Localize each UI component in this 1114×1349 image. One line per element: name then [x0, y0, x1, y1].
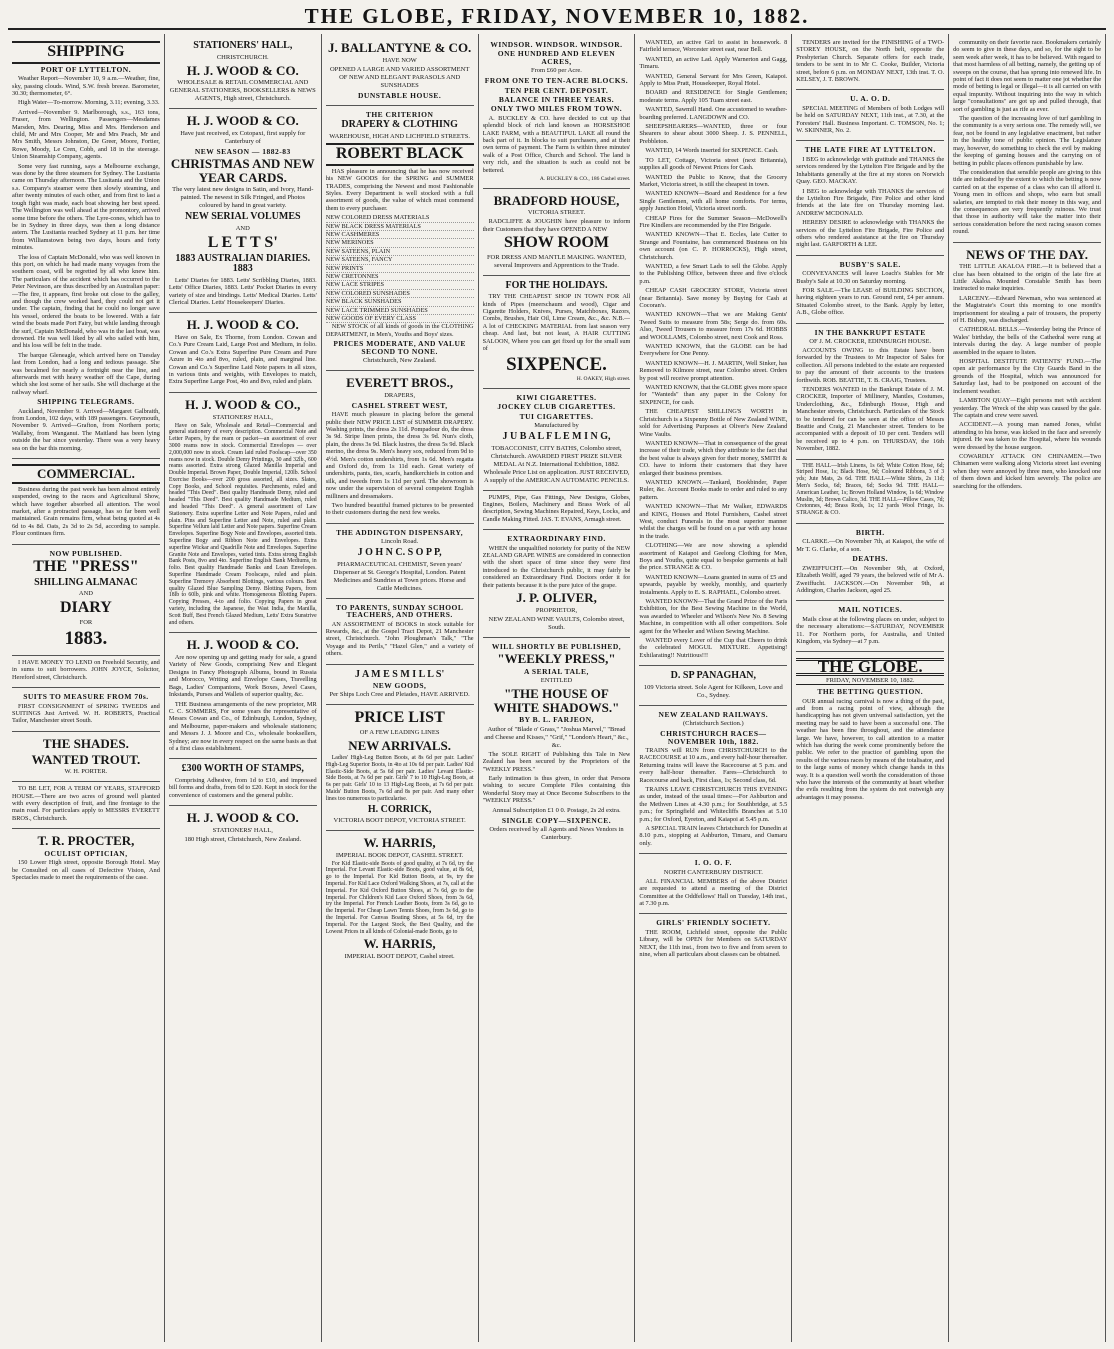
xmas-cards-ad	[169, 109, 317, 313]
oliver-heading: J. P. OLIVER,	[516, 590, 597, 606]
friendly-ad	[639, 914, 787, 964]
harris-text: For Kid Elastic-side Boots of good quality, at 7s 6d, try the Imperial. For Levant Elastic-side Boots, good value, at 8s 6d, go to the Imperial. For Kid Button Boots, at 9s, try the Imperial. For Kid Lace Oxford Walking Shoes, at 7s, call at the Imperial. For Kid Oxford Button Shoes, at 7s 6d, go to the Imperial. For Children's Kid Lace Oxford Shoes, from 3s 6d, try the Imperial. For French Leather Boots, from 3s 6d, go to the Imperial. For Cheap Lawn Tennis Shoes, from 3s 6d, go to the Imperial. For Canvas Boating Shoes, at 5s 6d, try the Imperial. For the Largest Stock, the Best Quality, and the Lowest Prices in all kinds of Colonial-made Boots, go to	[325, 860, 474, 935]
shipping-story: The barque Gleneagle, which arrived here on Tuesday last from London, had a long and tedious passage. She was becalmed for nearly a fortnight near the line, and afterwards met with heavy weather off the Cape, during which she lost some of her sails. She will discharge at the railway wharf.	[12, 351, 160, 396]
serial-and: AND	[235, 224, 250, 232]
sole-right-text: The SOLE RIGHT of Publishing this Tale in New Zealand has been secured by the Proprietors of the "WEEKLY PRESS."	[482, 750, 631, 773]
arrivals-report: Arrived—November 9. Marlborough, s.s., 163 tons, Fraser, from Wellington. Passengers—Mesdames Marsden, Mrs. Dearing, Miss and Mrs. Henderson and child, Mr and Mrs Cooper, Mr and Mrs Peach, Mr and Mrs Smith, Messrs Johnston, De Greer, Moore, Fortier, Rowe, Moody, Le Cren, Cobb, and 18 in the steerage. Union Steamship Company, agents.	[12, 108, 160, 161]
commercial-section	[12, 459, 160, 544]
dunstable-house: DUNSTABLE HOUSE.	[357, 90, 442, 100]
windsor-sub: BALANCE IN THREE YEARS.	[498, 95, 615, 105]
mail-text: Mails close at the following places on under, subject to the necessary alterations:—SATURDAY, NOVEMBER 11. For Northern ports, for Australia, and United Kingdom, via Sydney—at 7 p.m.	[796, 615, 945, 645]
column-4	[479, 34, 636, 1342]
stamps-ad	[169, 759, 317, 806]
press-year: 1883.	[64, 628, 108, 650]
to-let-ad	[12, 782, 160, 829]
weekly-press-heading: "WEEKLY PRESS,"	[497, 651, 616, 667]
list-item: NEW CASHMERES	[326, 231, 474, 239]
telegrams-text: Auckland, November 9. Arrived—Margaret Galbraith, from London, 102 days, with 189 passengers. Greymouth, November 9. Arrived—Grafton, from Northern ports; Wallaby, from Wanganui. The Maitland has been lying outside the bar since yesterday. There was a very heavy sea on the bar this morning.	[12, 407, 160, 452]
panaghan-ad	[639, 666, 787, 706]
corrick-text: VICTORIA BOOT DEPOT, VICTORIA STREET.	[333, 817, 466, 824]
jockey-heading: JOCKEY CLUB CIGARETTES.	[497, 402, 616, 412]
newspaper-page	[8, 34, 1106, 1342]
uaod-text: SPECIAL MEETING of Members of both Lodges will be held on SATURDAY NEXT, 11th inst., at 7.30, at the Foresters' Hall. Business Important. C. TOMSON, No. 1; W. SKINNER, No. 2.	[796, 104, 945, 135]
harris-sub: IMPERIAL BOOK DEPOT, CASHEL STREET.	[335, 851, 464, 859]
black-prices: PRICES MODERATE, AND VALUE SECOND TO NONE.	[333, 339, 466, 356]
manufactured-by: Manufactured by	[534, 422, 579, 430]
betting-text: OUR annual racing carnival is now a thing of the past, and from a racing point of view, although the handicapping has not given universal satisfaction, yet the meeting may be said to have been a successful one. The weather has been fine throughout, and the attendance large. We have, however, to call attention to a matter which has during the week come prominently before the public. We refer to the practice of gambling upon the results of the various races by means of the totalisator, and to the large sums of money which change hands in this way. It is a question well worth the consideration of those who have the interests of the community at heart whether the evils resulting from the system do not outweigh any advantages it may possess.	[796, 697, 945, 801]
list-item: NEW BLACK SUNSHADES	[326, 298, 474, 306]
stationers-hall-ad	[169, 36, 317, 109]
wood-heading: H. J. WOOD & CO.,	[185, 396, 301, 412]
fire-notice: I BEG to acknowledge with THANKS the services of the Lyttelton Fire Brigade, Fire Police and other kind friends at the late fire on Thursday morning last. ANDREW MCDONALD.	[796, 187, 945, 217]
betting-heading: THE BETTING QUESTION.	[817, 687, 924, 697]
shipping-story: Some very fast running, says a Melbourne exchange, was done by the three steamers for Sydney. The Lusitania came on Thursday afternoon. The Lusitania and the Union s.s. Company's steamer were then slowly steaming, and after twenty minutes of each other, and from first to last a tough fight was made, each boat showing her best speed. The Wellington was well ahead at the promontory, arrived some time before the others. The Lyre-cones, which has to be in Sydney in three days, was then a long distance astern. The Lusitania reached Sydney at 11 p.m. her time from Williamstown being two days, hours and forty minutes.	[12, 162, 160, 252]
news-item: ACCIDENT.—A young man named Jones, whilst attending to his horse, was kicked in the face and severely injured. He was taken to the Hospital, where his wounds were dressed by the house surgeon.	[953, 421, 1101, 451]
friendly-heading: GIRLS' FRIENDLY SOCIETY.	[656, 918, 771, 928]
arrivals-text: Ladies' High-Leg Button Boots, at 8s 6d per pair. Ladies' High-Leg Superior Boots, in 4to at 10s 6d per pair. Ladies' Kid Elastic-Side Boots, at 5s 6d per pair. Ladies' Levant Elastic-Side Boots, at 7s 6d per pair. Girls' 7 to 10 High-Leg Boots, at 6s per pair. Girls' 10 to 13 High-Leg Boots, at 7s 6d per pair. Maids' Button Boots, 7s 6d and 8s per pair. And many other lines too numerous to particularise.	[325, 754, 474, 802]
sixpence-foot: H. OAKEY, High street.	[576, 376, 631, 383]
xmas-text: The very latest new designs in Satin, and Ivory, Hand-painted. The newest in Silk Fringed, and Photos coloured by hand in great variety.	[172, 186, 314, 210]
wood-text: WHOLESALE & RETAIL COMMERCIAL AND GENERAL STATIONERS, BOOKSELLERS & NEWS AGENTS, High street, Christchurch.	[169, 79, 316, 103]
list-item: NEW PRINTS	[326, 265, 474, 273]
harris-heading: W. HARRIS,	[363, 936, 436, 952]
ioof-ad	[639, 854, 787, 914]
birth-deaths	[796, 524, 944, 601]
procter-text: 150 Lower High street, opposite Borough Hotel. May be Consulted on all cases of Defective Vision, And Spectacles made to meet the requirements of the case.	[12, 859, 160, 882]
telegrams-heading: SHIPPING TELEGRAMS.	[37, 397, 135, 407]
mail-heading: MAIL NOTICES.	[838, 605, 903, 615]
trout-heading: WANTED TROUT.	[31, 751, 141, 767]
column-7	[949, 34, 1106, 1342]
everett-heading: EVERETT BROS.,	[346, 375, 454, 391]
trout-text: W. H. PORTER.	[64, 768, 108, 776]
annual-subscription: Annual Subscription £1 0 0. Postage, 2s 2d extra.	[492, 806, 621, 814]
procter-ad	[12, 829, 160, 887]
price-list-sub: OF A FEW LEADING LINES	[359, 729, 440, 737]
weather-report: Weather Report—November 10, 9 a.m.—Weather, fine, sky, passing clouds. Wind, S.W. fresh breeze. Barometer, 30.30; thermometer, 6°.	[12, 75, 160, 98]
list-item: NEW LACE STRIPES	[326, 281, 474, 289]
bankrupt-ad	[796, 324, 944, 460]
tui-heading: TUI CIGARETTES.	[519, 411, 594, 421]
bankrupt-sub: OF J. M. CROCKER, EDINBURGH HOUSE.	[809, 338, 932, 345]
windsor-sub: From £60 per Acre.	[531, 67, 582, 75]
wood-text: Have just received, ex Cotopaxi, first supply for Canterbury of	[180, 129, 306, 145]
news-of-the-day	[953, 243, 1101, 496]
globe-heading: THE GLOBE.	[796, 658, 944, 675]
railways-ad	[639, 706, 787, 855]
classified-item: WANTED KNOWN.—Tankard, Bookbinder, Paper Ruler, &c. Account Books made to order and ruled to any pattern.	[639, 478, 788, 501]
classified-item: CHEAP CASH GROCERY STORE, Victoria street (near Britannia). Save money by Buying for Cash at Cocoran's.	[639, 287, 788, 309]
busby-heading: BUSBY'S SALE.	[839, 259, 901, 269]
ballantyne-heading: J. BALLANTYNE & CO.	[327, 40, 472, 55]
season-heading: NEW SEASON — 1882-83	[194, 146, 291, 156]
pumps-text: PUMPS, Pipe, Gas Fittings, New Designs, Globes, Engines, Boilers, Machinery and Brass Work of all description, Sewing Machines Repaired, Keys, Locks, and Candle Making Fitted. JAS. T. EVANS, Armagh street.	[482, 493, 631, 523]
editorial-text: The consideration that sensible people are giving to this tide are indicated by the extent to which the betting is now carried on at the expense of a class who can ill afford it. Young men in offices and shops, who earn but small salaries, are tempted to risk their money in this way, and the consequences are very frequently ruinous. We trust that those in authority will take the matter into their serious consideration before the next racing season comes round.	[953, 168, 1101, 236]
classified-item: WANTED KNOWN, that the GLOBE can be had Everywhere for One Penny.	[639, 343, 788, 358]
bradford-sub: VICTORIA STREET.	[527, 209, 586, 217]
press-subheading: SHILLING ALMANAC	[34, 576, 138, 588]
press-heading: THE "PRESS"	[33, 558, 139, 575]
pumps-ad	[483, 491, 631, 531]
ballantyne-text: OPENED A LARGE AND VARIED ASSORTMENT OF NEW AND ELEGANT PARASOLS AND SUNSHADES	[329, 65, 470, 89]
uaod-ad	[796, 90, 944, 141]
windsor-sub: TEN PER CENT. DEPOSIT.	[504, 85, 609, 95]
harris-heading: W. HARRIS,	[363, 835, 436, 850]
serial-tale: A SERIAL TALE,	[524, 666, 589, 676]
list-item: NEW MERINOES	[326, 239, 474, 247]
show-room-heading: SHOW ROOM	[503, 233, 610, 251]
suits-ad	[12, 688, 160, 732]
suits-heading: SUITS TO MEASURE FROM 70s.	[23, 692, 149, 702]
wood-footer-ad	[169, 806, 317, 849]
fire-heading: THE LATE FIRE AT LYTTELTON.	[804, 145, 936, 155]
races-heading: CHRISTCHURCH RACES—NOVEMBER 10th, 1882.	[660, 729, 767, 746]
list-item: NEW BLACK DRESS MATERIALS	[326, 223, 474, 231]
high-water: High Water—To-morrow. Morning, 3.11; evening, 3.33.	[18, 99, 160, 107]
subscribe-text: Early intimation is thus given, in order that Persons wishing to secure Complete Files containing this Wonderful Story may at Once Become Subscribers to the "WEEKLY PRESS."	[482, 775, 631, 805]
classified-item: WANTED KNOWN—That we are Making Gents' Tweed Suits to measure from 58s; Serge do. from 60s. Also, Tweed Trousers to measure from 17s 6d. HOBBS and WOOLLAMS, Colombo street, next Cook and Ross.	[639, 311, 788, 341]
procter-subheading: OCULIST OPTICIAN,	[44, 848, 128, 858]
wanted-ads	[639, 36, 787, 666]
letts-heading: L E T T S'	[207, 233, 278, 251]
everett-text: HAVE much pleasure in placing before the general public their NEW PRICE LIST of SUMMER DRAPERY. Washing prints, the dress 2s 11d. Pompadour do, the dress 3s 9d. Stripe linen prints, the dress 3s 9d. Nun's cloth, plain, the dress 3s 9d. Black lustres, the dress 5s 9d. Black merino, the dress 9s. Men's heavy sox, reduced from 9d to 4½d. Men's cotton undershirts, from 1s 6d. Men's regatta and Oxford do, from 1s 11d each. Great variety of undershirts, pants, ties, scarfs, handkerchiefs in cotton and silk, and tweeds from 1s 11d per yard. The showroom is now under the supervision of several competent English milliners and dressmakers.	[325, 411, 474, 500]
ioof-sub: NORTH CANTERBURY DISTRICT.	[663, 868, 763, 876]
column-1	[8, 34, 165, 1342]
hall-list: THE HALL—Irish Linens, 1s 6d; White Cotton Hose, 6d; Striped Hose, 1s; Black Hose, 9d; Coloured Ribbons, 3 of 3 yds; Jute Mats, 2s 6d. THE HALL—White Shirts, 2s 11d; Men's Socks, 6d; Braces, 6d; Socks 9d. THE HALL—American Leather, 1s; Brown Holland Window, 1s 6d; Window Muslin, 3d; Brown Calico, 3d. THE HALL—Pillow Cases, 7d; Cretonnes, 4d; Brass Rods, 1s; 12 yards Wool Fringe, 1s. STRANGE & CO.	[796, 462, 945, 517]
windsor-sub: ONLY TWO MILES FROM TOWN.	[490, 104, 623, 114]
wood-heading: H. J. WOOD & CO.	[186, 62, 299, 78]
classified-item: WANTED, an active Lad. Apply Warnerton and Gagg, Timaru.	[639, 55, 788, 71]
list-item: NEW CRETONNES	[326, 273, 474, 281]
procter-heading: T. R. PROCTER,	[37, 833, 135, 849]
wood-heading: H. J. WOOD & CO.	[186, 637, 299, 653]
classified-item: WANTED KNOWN—That E. Eccles, late Cutter to Strange and Fountaine, has commenced Business on his own account (on C. P. HORROCKS), High street, Christchurch.	[639, 231, 788, 261]
single-copy: SINGLE COPY—SIXPENCE.	[501, 815, 612, 825]
birth-heading: BIRTH.	[855, 528, 885, 538]
kiwi-heading: KIWI CIGARETTES.	[516, 392, 597, 402]
stationers-heading: STATIONERS' HALL,	[193, 40, 293, 51]
sopp-text: PHARMACEUTICAL CHEMIST, Seven years' Dispenser at St. George's Hospital, London. Patent Medicines and Sundries at Town prices. Horse and Cattle Medicines.	[333, 560, 466, 592]
news-item: LAMBTON QUAY—Eight persons met with accident yesterday. The Wreck of the ship was caused by the gale. The captain and crew were saved.	[953, 397, 1101, 419]
extraordinary-text: WHEN the unqualified notoriety for purity of the NEW ZEALAND GRAPE WINES are considered in connection with the short space of time since they were first introduced to the Christchurch public, it may fairly be considered an Extraordinary Find. Doctors order it for their patients because it is the pure juice of the grape.	[482, 544, 631, 589]
black-goods-list	[326, 214, 474, 323]
business-text: THE Business arrangements of the new proprietor, MR C. C. SOMMERS, For some years the representative of Messrs Cowan and Co., of Edinburgh, London, Sydney, and Melbourne, paper-makers and wholesale stationers; and Messrs J. J. Moore and Co., wholesale booksellers, Sydney; are now in every respect on the same basis as that of a first class establishment.	[168, 700, 317, 752]
show-room-text: FOR DRESS AND MANTLE MAKING. WANTED, several Improvers and Apprentices to the Trade.	[486, 253, 627, 269]
shipping-section	[12, 36, 160, 459]
stationers-sub: CHRISTCHURCH.	[216, 53, 269, 61]
hall-ad	[796, 460, 944, 524]
list-item: NEW COLORED SUNSHADES	[326, 290, 474, 298]
list-item: NEW COLORED DRESS MATERIALS	[326, 214, 474, 222]
black-heading: ROBERT BLACK	[326, 143, 474, 166]
paper-ad	[169, 313, 317, 392]
classified-item: WANTED, a few Smart Lads to sell the Globe. Apply to the Publishing Office, between three and five o'clock p.m.	[639, 262, 788, 285]
everett-text: Two hundred beautiful framed pictures to be presented to their customers during the next few weeks.	[325, 502, 474, 517]
busby-ad	[796, 256, 944, 324]
mills-sub: NEW GOODS,	[372, 681, 427, 691]
corrick-ad	[326, 705, 474, 831]
tenders-ad	[796, 36, 944, 90]
farjeon-text: Author of "Blade o' Grass," "Joshua Marvel," "Bread and Cheese and Kisses," "Grif," "London's Heart," &c., &c.	[484, 725, 629, 749]
news-item: HOSPITAL DESTITUTE PATIENTS' FUND.—The open air performance by the City Guards Band in the grounds of the Hospital, which was announced for Saturday last, had to be postponed on account of the inclement weather.	[953, 358, 1101, 395]
classified-item: CLOTHING—We are now showing a splendid assortment of Kaiapoi and Geelong Clothing for Men, Boys and Youths, quite equal to bespoke garments at half the price. STRANGE & CO.	[639, 542, 788, 572]
wood-heading: H. J. WOOD & CO.	[186, 317, 299, 333]
wood-address: 180 High street, Christchurch, New Zealand.	[184, 835, 302, 843]
editorial	[796, 652, 944, 807]
serial-heading: NEW SERIAL VOLUMES	[184, 211, 301, 223]
windsor-sub: ONE HUNDRED AND ELEVEN ACRES,	[497, 49, 616, 66]
classified-item: SHEEPSHEARERS—WANTED, three or four Shearers to shear about 3000 Sheep. J. S. PENNELL, Prebbleton.	[639, 123, 788, 145]
classified-item: WANTED, Sawmill Hand. One accustomed to weather-boarding preferred. LANGDOWN and CO.	[639, 106, 788, 121]
cigarettes-ad	[483, 389, 631, 491]
orders-text: Orders received by all Agents and News Vendors in Canterbury.	[489, 826, 624, 842]
oliver-text: NEW ZEALAND WINE VAULTS, Colombo street, South.	[488, 615, 625, 631]
tenders-text: TENDERS WANTED in the Bankrupt Estate of J. M. CROCKER, Importer of Millinery, Mantles, Costumes, Underclothing, &c., Edinburgh House, High and Manchester streets, Christchurch. Particulars of the Stock to be tendered for can be seen at the office of Messrs Beattie and Craig, 21 Manchester street. Tenders to be accompanied with a deposit of 10 per cent. Tenders will be received up to 4 p.m. on THURSDAY, the 16th November, 1882.	[796, 386, 945, 453]
mills-text: Per Ships Loch Cree and Pleiades, HAVE ARRIVED.	[329, 691, 470, 699]
dispensary-heading: THE ADDINGTON DISPENSARY,	[336, 527, 464, 537]
classified-item: THE CHEAPEST SHILLING'S WORTH in Christchurch is a Sixpenny Bottle of New Zealand WINE, sold for Advertising Purposes at Oliver's New Zealand Wine Vaults.	[639, 408, 788, 438]
entitled: ENTITLED	[540, 677, 573, 685]
classified-item: WANTED, 14 Words inserted for SIXPENCE. Cash.	[645, 147, 779, 155]
shades-heading: THE SHADES.	[42, 735, 129, 751]
list-item: NEW SATEENS, PLAIN	[326, 248, 474, 256]
white-shadows-heading: "THE HOUSE OF WHITE SHADOWS."	[493, 686, 620, 715]
deaths-text: ZWEIFFUCHT.—On November 9th, at Oxford, Elizabeth Wolff, aged 79 years, the beloved wife of Mr A. Zweiffucht. JACKSON.—On November 9th, at Addington, Charles Jackson, aged 25.	[796, 564, 945, 594]
classified-item: WANTED KNOWN—Loans granted in sums of £5 and upwards, payable by weekly, monthly, and quarterly instalments. Apply to E. S. RAPHAEL, Colombo street.	[639, 573, 788, 596]
holidays-ad	[483, 276, 631, 389]
busby-text: CONVEYANCES will leave Loach's Stables for Mr Busby's Sale at 10.30 on Saturday morning.	[796, 270, 945, 285]
editorial-text: The question of the increasing love of turf gambling in the community is a very serious one. The remedy will, we fear, not be found in any legislative enactment, but rather in the healthy tone of public opinion. The Legislature may, however, do something to check the evil by making the keeping of gaming houses and the carrying on of betting in public places offences punishable by law.	[953, 115, 1101, 167]
sunday-text: AN ASSORTMENT of BOOKS in stock suitable for Rewards, &c., at the Gospel Tract Depot, 21 Manchester street, Christchurch. "John Ploughman's Talk," "The Voyage and its Perils," "Hazel Glen," and a variety of others.	[325, 620, 474, 658]
everett-address: CASHEL STREET WEST,	[351, 400, 448, 410]
wood-sub: STATIONERS' HALL,	[212, 826, 273, 834]
weekly-press-ad	[483, 638, 631, 847]
commercial-text: Business during the past week has been almost entirely suspended, owing to the races and Agricultural Show, which have together absorbed all attention. The wool market, after a protracted passage, has so far been well maintained. Grain remains firm, wheat being quoted at 4s 6d to 4s 8d. Oats, 2s 3d to 2s 5d, according to sample. Flour continues firm.	[12, 485, 160, 538]
news-item: COWARDLY ATTACK ON CHINAMEN.—Two Chinamen were walking along Victoria street last evening when they were annoyed by three men, who knocked one of them down and kicked him severely. The police are searching for the offenders.	[953, 452, 1101, 490]
xmas-heading: CHRISTMAS AND NEW YEAR CARDS.	[170, 156, 315, 185]
special-train-text: A SPECIAL TRAIN leaves Christchurch for Dunedin at 8.10 p.m., stopping at Ashburton, Timaru, and Oamaru only.	[639, 825, 788, 847]
panaghan-text: 109 Victoria street. Sole Agent for Kilkeen, Love and Co., Sydney.	[643, 683, 783, 699]
black-text: HAS pleasure in announcing that he has now received his NEW GOODS for the SPRING and SUMMER TRADES, comprising the Newest and most Fashionable Styles. Every Department is well stocked with a full assortment of goods, the value of which must commend them to every purchaser.	[325, 167, 474, 212]
wood-text: Are now opening up and getting ready for sale, a grand Variety of New Goods, comprising New and Elegant Designs in Fancy Photograph Albums, bound in Russia and Morocco, Writing and Envelope Cases, Travelling Bags, Ladies' Companions, Work Boxes, Jewel Cases, Inkstands, Purses and Wallets of superior quality, &c.	[168, 654, 317, 699]
fire-notices	[796, 141, 944, 255]
wood-heading: H. J. WOOD & CO.	[186, 113, 299, 129]
shipping-heading: SHIPPING	[12, 41, 160, 64]
news-item: THE LITTLE AKALOA FIRE.—It is believed that a clue has been obtained to the origin of the late fire at Little Akaloa. Mounted Constable Smith has been instructed to make inquiries.	[953, 263, 1101, 293]
classified-item: WANTED, General Servant for Mrs Green, Kaiapoi. Apply to Miss Pratt, Housekeeper, Royal Hotel.	[639, 72, 788, 88]
classified-item: WANTED KNOWN—H. J. MARTIN, Well Sinker, has Removed to Kilmore street, near Colombo street. Orders by post will receive prompt attention.	[639, 359, 788, 382]
panaghan-heading: D. SP PANAGHAN,	[670, 670, 757, 682]
price-list-heading: PRICE LIST	[354, 709, 445, 727]
uaod-heading: U. A. O. D.	[850, 94, 891, 104]
to-let-text: TO BE LET, FOR A TERM OF YEARS, STAFFORD HOUSE.—There are two acres of ground well planted with every description of fruit, and fine frontage to the main road. For particulars apply to MESSRS EVERETT BROS., Christchurch.	[12, 785, 160, 822]
harris-ad	[326, 831, 474, 966]
windsor-ad	[483, 36, 631, 189]
windsor-heading: WINDSOR. WINDSOR. WINDSOR.	[490, 40, 623, 49]
classified-item: WANTED KNOWN, that the GLOBE gives more space for "Wanteds" than any paper in the Colony for SIXPENCE, for cash.	[639, 384, 788, 406]
fleming-text: TOBACCONIST, CITY BATHS, Colombo street, Christchurch. AWARDED FIRST PRIZE SILVER MEDAL At N.Z. International Exhibition, 1882. Wholesale Price List on application. JUST RECEIVED, A supply of the AMERICAN AUTOMATIC PENCILS.	[483, 444, 630, 484]
press-almanac-ad	[12, 545, 160, 656]
sale-text: FOR SALE.—The LEASE of BUILDING SECTION, having eighteen years to run. Ground rent, £4 per annum. Situated Colombo street, to the Bank. Apply by letter, A.B., Globe office.	[796, 286, 945, 317]
column-3	[322, 34, 479, 1342]
mills-heading: J A M E S M I L L S'	[355, 668, 445, 680]
extraordinary-ad	[483, 530, 631, 637]
bankrupt-heading: IN THE BANKRUPT ESTATE	[814, 327, 926, 337]
mail-notices	[796, 601, 944, 652]
bradford-heading: BRADFORD HOUSE,	[493, 192, 620, 208]
deaths-heading: DEATHS.	[852, 554, 889, 564]
dispensary-sub: Lincoln Road.	[381, 538, 419, 546]
arrivals-heading: NEW ARRIVALS.	[348, 738, 452, 754]
list-item: NEW GOODS OF EVERY CLASS	[326, 315, 474, 323]
stamps-text: Comprising Adhesive, from 1d to £10, and impressed bill forms and drafts, from 6d to £20. Kept in stock for the convenience of customers and the general public.	[168, 776, 317, 799]
railways-heading: NEW ZEALAND RAILWAYS.	[658, 709, 769, 719]
masthead-title: THE GLOBE, FRIDAY, NOVEMBER 10, 1882.	[304, 3, 810, 28]
ioof-heading: I. O. O. F.	[694, 858, 732, 868]
sixpence-heading: SIXPENCE.	[506, 353, 607, 375]
everett-sub: DRAPERS,	[384, 391, 416, 399]
windsor-sub: FROM ONE TO TEN-ACRE BLOCKS.	[484, 76, 629, 86]
diaries-heading: 1883 AUSTRALIAN DIARIES. 1883	[175, 252, 311, 275]
money-text: I HAVE MONEY TO LEND on Freehold Security, and in sums to suit borrowers. JOHN JOYCE, Solicitor, Hereford street, Christchurch.	[12, 659, 160, 681]
criterion-heading: THE CRITERION	[365, 110, 434, 120]
dispensary-ad	[326, 524, 474, 599]
stamps-heading: £300 WORTH OF STAMPS,	[181, 763, 304, 775]
new-goods-ad	[169, 633, 317, 759]
windsor-text: A. BUCKLEY & CO. have decided to cut up that splendid block of rich land known as HORSESHOE LAKE FARM, with a BEAUTIFUL LAKE all round the back part of it. In blocks to suit purchasers, and at their own terms of payment. The Farm is within three minutes' walk of a Post Office, Church and School. The land is very rich, and the situation is such as could not be bettered.	[482, 114, 631, 174]
masthead	[8, 4, 1106, 30]
ioof-text: ALL FINANCIAL MEMBERS of the above District are requested to attend a meeting of the District Committee at the Oddfellows' Hall on Tuesday, 14th inst., at 7.30 p.m.	[639, 877, 788, 907]
sunday-school-ad	[326, 599, 474, 665]
holidays-text: TRY THE CHEAPEST SHOP IN TOWN FOR All kinds of Pipes (meerschaum and wood), Cigar and Cigarette Holders, Knives, Purses, Matchboxes, Razors, Combs, Brushes, Hair Oil, Lime Cream, &c., &c. N.B.—A lot of CHECKING MATERIAL from last season very cheap. And last, but not least, A HAIR CUTTING SALOON, Where you can get fixed up for the small sum of	[482, 293, 631, 353]
press-diary: DIARY	[59, 599, 112, 617]
sunday-heading: TO PARENTS, SUNDAY SCHOOL TEACHERS, AND OTHERS.	[335, 602, 464, 620]
diaries-list: Letts' Diaries for 1883. Letts' Scribbling Diaries, 1883. Letts' Office Diaries, 1883. Letts' Pocket Diaries in every variety of size and bindings. Letts' Medical Diaries. Letts' Clerical Diaries. Letts' Housekeepers' Diaries.	[168, 276, 317, 306]
list-item: NEW SATEENS, FANCY	[326, 256, 474, 264]
shipping-story: The loss of Captain McDonald, who was well known in this port, on which he had made many voyages from the southern coast, will be regretted by all who knew him. The particulars of the accident which has occurred to the Peter Nevinson, are thus described by an Australian paper:—The fire, it appears, first broke out close to the galley, and though the crew worked hard, they could not get it under. The captain, finding that he could no longer save his vessel, ordered the boats to be lowered. With a fair wind the boats made Port Fairy, but while landing through the surf, Captain McDonald, who was in the last boat, was drowned. He was well liked by all who sailed with him, and his loss will be felt in the trade.	[12, 253, 160, 350]
classified-item: WANTED KNOWN—That in consequence of the great increase of their trade, which they attribute to the fact that the best value is always given for their money, SMITH & CO. have to inform their customers that they have enlarged their business premises.	[639, 439, 788, 477]
warehouse-text: WAREHOUSE, HIGH AND LICHFIELD STREETS.	[329, 132, 471, 140]
editorial-text: community on their favorite race. Bookmakers certainly do seem to give in these days, and so, for the sight to be seen week after week, it has to be believed. With regard to that most harmless of all betting, namely, the getting up of sweeps on the course, that has sprung into renewed life. In point of fact it does not seem to matter one jot whether the mode of betting is legal or illegal—it is all carried on with equal impunity. Without inquiring into the way in which large "consultations" are got up and pulled through, that sort of gambling is just as rife as ever.	[953, 39, 1101, 113]
money-ad	[12, 656, 160, 688]
tenders-text: TENDERS are invited for the FINISHING of a TWO-STOREY HOUSE, on the North belt, opposite the Presbyterian Church. Separate offers for each trade, tenders to be sent in to Mr C. Cooke, Builder, Victoria street, before 6 p.m. on MONDAY NEXT, 13th inst. T. O. KELSEY, J. T. BROWN.	[796, 39, 945, 84]
commercial-heading: COMMERCIAL.	[12, 464, 160, 484]
harris-sub: IMPERIAL BOOT DEPOT, Cashel street.	[344, 953, 455, 961]
wood-text: Have on Sale, Wholesale and Retail—Commercial and general stationery of every description. Commercial Note and Letter Papers, by the ream or packet—an assortment of over 3000 reams now in stock. Commercial Envelopes — over 2,000,000 now in stock. Cream laid ruled Foolscap—over 350 reams now in stock. Double Demy Printings, 30 and 32lb., 600 reams assorted. Extra strong Glazed Manilla Imperial and Double Imperial. Brown Paper, Double Imperial, 120lb. School Exercise Books—over 200 gross assorted, all sizes. Slates, Copy Books, and School requisites. Parchments, ruled and headed "This Deed". Best quality Handmade Demy, ruled and headed "This Deed". Best quality Handmade Medium, ruled and headed "This Deed". A general assortment of Law Stationery. Extra superfine Letter and Note Papers, ruled and plain. Pins and Superfine Letter and Note, ruled and plain. Superfine Vellum laid Letter and Note papers. Superfine Cream Envelopes. Superfine Bogy Note and Envelopes, assorted tints. Superfine Bogy and Ribbon Note and Envelopes. Extra superfine Wickar and Quadrille Note and Envelopes. Superfine Granite Note and Envelopes, varied tints. Extra strong English Bank Posts, 8vo and 4to. Superfine English Bank Mediums, in folio. Best quality Handmade Banks and Loan Envelopes. Superfine Handmade Cream Foolscaps, ruled and plain. Superfine Tremovy Absorbent Blottings, various colours. Best quality Glazed Blue Sampling Demy. Blotting Papers, from 18lb to 60lb, pink and white. Homogeneous Blotting Papers. Copying Presses, 4-to and folio. Copying Papers in great variety, including the Japanese, the Wast India, the Manilla, Scott Buff, Best French Glazed Medium, Letts' Extra Sunstrive and others.	[168, 422, 317, 626]
column-5	[635, 34, 792, 1342]
classified-item: WANTED the Public to Know, that the Grocery Market, Victoria street, is still the cheapest in town.	[639, 173, 788, 188]
ballantyne-sub: HAVE NOW	[382, 56, 417, 64]
fleming-heading: J U B A L F L E M I N G,	[502, 431, 611, 443]
classified-item: WANTED every Lover of the Cup that Cheers to drink the celebrated MOGUL MIXTURE. Appetising! Exhilarating!! Nutritious!!!	[639, 637, 788, 659]
everett-ad	[326, 371, 474, 524]
press-and: AND	[78, 590, 93, 598]
classified-item: WANTED KNOWN—That the Grand Prize of the Paris Exhibition, for the Best Sewing Machine in the World, was awarded to Wheeler and Wilson's New No. 8 Sewing Machine, in competition with all other competitors. Sole agent for the Wheeler and Wilson Sewing Machine.	[639, 598, 788, 635]
column-6	[792, 34, 949, 1342]
news-item: CATHEDRAL BELLS.—Yesterday being the Prince of Wales' birthday, the bells of the Cathedral were rung at intervals during the day. A large number of people assembled in the square to listen.	[953, 326, 1101, 356]
holidays-heading: FOR THE HOLIDAYS.	[505, 279, 608, 291]
bradford-text: RADCLIFFE & JOUGHIN have pleasure to inform their Customers that they have OPENED A NEW	[482, 218, 631, 233]
now-published: NOW PUBLISHED.	[49, 548, 123, 558]
trains-text: TRAINS LEAVE CHRISTCHURCH THIS EVENING as under, instead of the usual times:—For Ashburton and the Methven Lines at 4.30 p.m.; for Southbridge, at 5.5 p.m.; for Springfield and Whitecliffs Branches at 5.10 p.m.; for Oxford, Eyreton, and Kaiapoi at 5.45 p.m.	[639, 786, 788, 823]
races-text: TRAINS will RUN from CHRISTCHURCH to the RACECOURSE at 10 a.m., and every half-hour thereafter. Returning trains will leave the Racecourse at 5 p.m. and every half-hour thereafter. Fares—Christchurch to Racecourse and back, First class, 1s; Second class, 6d.	[639, 747, 788, 784]
globe-dateline: FRIDAY, NOVEMBER 10, 1882.	[796, 677, 944, 685]
classified-item: CHEAP Fires for the Summer Season—McDowell's Fire Kindlers are recommended by the Fire Brigade.	[639, 214, 788, 229]
classified-item: WANTED, an active Girl to assist in housework. 8 Fairfield terrace, Worcester street east, near Bell.	[639, 39, 788, 54]
bradford-ad	[483, 189, 631, 276]
classified-item: WANTED KNOWN—Board and Residence for a few Single Gentlemen, with all home comforts. For terms, apply Junction Hotel, Victoria street north.	[639, 190, 788, 213]
oliver-sub: PROPRIETOR,	[535, 606, 578, 614]
shades-ad	[12, 732, 160, 782]
sopp-heading: J O H N C. S O P P,	[357, 547, 442, 559]
extraordinary-heading: EXTRAORDINARY FIND.	[507, 534, 606, 544]
ballantyne-ad	[326, 36, 474, 106]
windsor-foot: A. BUCKLEY & CO., 186 Cashel street.	[539, 176, 631, 183]
wood-text: Have on Sale, Ex Thorne, from London. Cowan and Co.'s Pure Cream Laid, Large Post and Medium, in folio. Cowan and Co.'s Extra Superfine Pure Cream and Pure Azure in 4to and 8vo, ruled, plain, and marginal line. Cowan and Co.'s Superfine Laid Note papers in all sizes, in various tints and weights, with Envelopes to match, Extra Superfine Large Post, 4to and 8vo, ruled and plain.	[168, 334, 317, 386]
column-2	[165, 34, 322, 1342]
editorial-continued	[953, 36, 1101, 243]
news-heading: NEWS OF THE DAY.	[966, 246, 1088, 262]
stationery-list-ad	[169, 393, 317, 634]
news-item: LARCENY.—Edward Newman, who was sentenced at the Magistrate's Court this morning to one month's imprisonment for stealing a pair of trousers, the property of H. Bishop, was discharged.	[953, 294, 1101, 325]
bankrupt-text: ACCOUNTS OWING to this Estate have been forwarded by the Trustees to Mr Inspector of Sales for collection. All persons indebted to the estate are requested to pay the amount of their accounts to the trustees forthwith. ROB. BEATTIE, T. B. CRAIG, Trustees.	[796, 347, 945, 384]
will-shortly: WILL SHORTLY BE PUBLISHED,	[491, 641, 622, 651]
list-item: NEW LACE TRIMMED SUNSHADES	[326, 307, 474, 315]
fire-notice: I BEG to acknowledge with gratitude and THANKS the services rendered by the Lyttelton Fire Brigade and by the Inhabitants generally at the fire at my stores on Norwich Quay. GEO. MACKAY.	[796, 155, 945, 186]
friendly-text: THE ROOM, Lichfield street, opposite the Public Library, will be OPEN for Members on SATURDAY NEXT, the 11th inst., from two to five and from seven to nine, when all particulars about classes can be obtained.	[639, 928, 788, 958]
press-for: FOR	[79, 619, 93, 627]
wood-heading: H. J. WOOD & CO.	[186, 810, 299, 826]
suits-text: FIRST CONSIGNMENT of SPRING TWEEDS and SUITINGS Just Arrived. W. H. ROBERTS, Practical Tailor, Manchester street South.	[12, 702, 160, 725]
railways-sub: (Christchurch Section.)	[683, 720, 744, 728]
wood-sub: STATIONERS' HALL,	[212, 413, 273, 421]
birth-text: CLARKE.—On November 7th, at Kaiapoi, the wife of Mr T. G. Clarke, of a son.	[796, 538, 945, 553]
classified-item: TO LET, Cottage, Victoria street (next Britannia), supplies all goods of Newest Prices for Cash.	[639, 156, 788, 172]
corrick-heading: H. CORRICK,	[367, 803, 432, 815]
fire-notice: HEREBY DESIRE to acknowledge with THANKS the services of the Lyttelton Fire Brigade, Fire Police and others who rendered assistance at the fire on Thursday night last. GARFORTH & LEE.	[796, 219, 945, 249]
classified-item: WANTED KNOWN—That Mr Walker, EDWARDS and KING, Houses and Hotel Furnishers, Cashel street West, conduct Funerals in the most superior manner whilst the charges will be found on a par with any house in the trade.	[639, 503, 788, 540]
black-text: NEW STOCK of all kinds of goods in the CLOTHING DEPARTMENT, in Men's, Youths and Boys' sizes.	[325, 323, 474, 338]
black-ad	[326, 106, 474, 371]
black-address: Christchurch, New Zealand.	[362, 357, 437, 365]
drapery-heading: DRAPERY & CLOTHING	[341, 119, 458, 131]
farjeon-byline: BY B. L. FARJEON,	[519, 715, 594, 725]
classified-item: BOARD and RESIDENCE for Single Gentlemen; moderate terms. Apply 105 Tuam street east.	[639, 89, 788, 104]
port-heading: PORT OF LYTTELTON.	[40, 64, 132, 74]
mills-ad	[326, 665, 474, 706]
